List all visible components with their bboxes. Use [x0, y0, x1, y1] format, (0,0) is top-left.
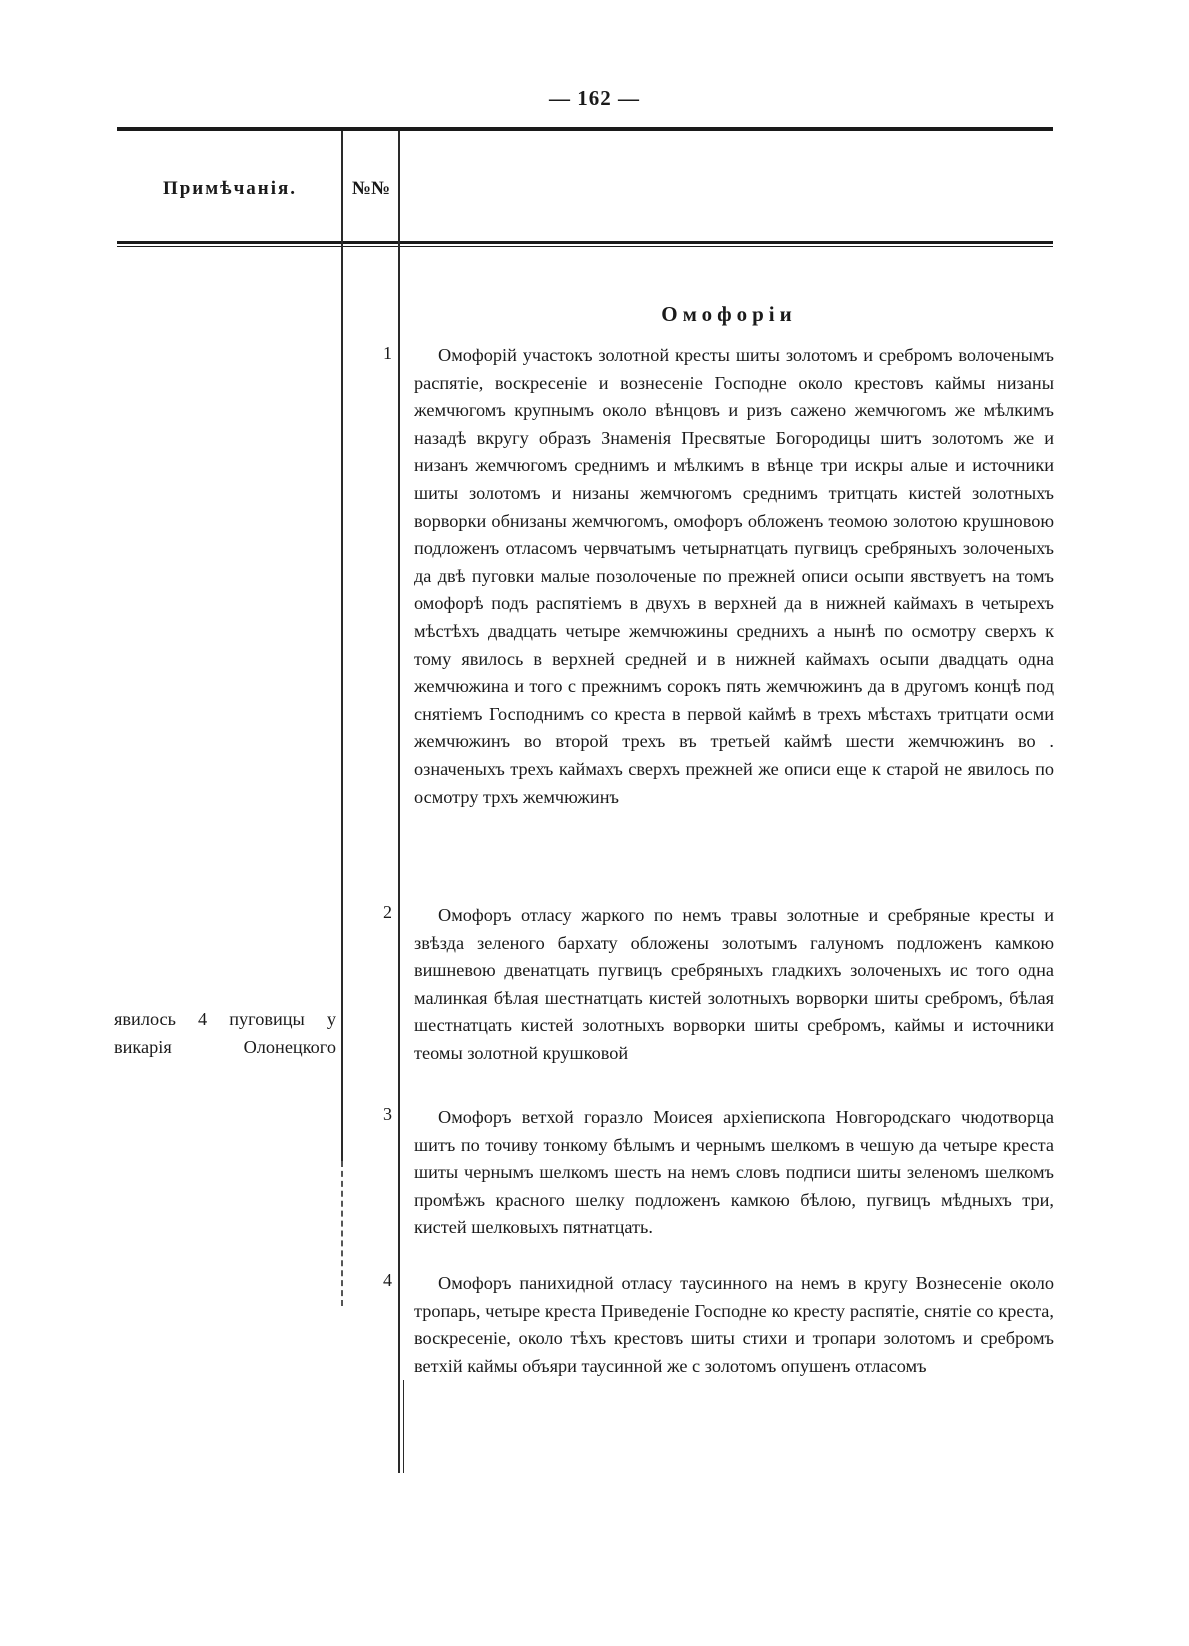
section-title: Омофоріи [661, 302, 797, 326]
header-notes-label: Примѣчанія. [162, 178, 298, 199]
column-divider-numbers [398, 131, 400, 1473]
margin-note-entry-2 [114, 1006, 336, 1061]
entry-text-1: Омофорій участокъ золотной кресты шиты золотомъ и сребромъ волоченымъ распятіе, воскресеніе и вознесеніе Господне около крестовъ каймы низаны жемчюгомъ крупнымъ около вѣнцовъ и ризъ сажено жемчюгомъ же мѣлкимъ назадѣ вкругу образъ Знаменія Пресвятые Богородицы шитъ золотомъ же и низанъ жемчюгомъ среднимъ и мѣлкимъ в вѣнце три искры алые и источники шиты золотомъ и низаны жемчюгомъ среднимъ тритцать кистей золотныхъ ворворки обнизаны жемчюгомъ, омофоръ обложенъ теомою золотою крушновою подложенъ отласомъ червчатымъ четырнатцать пугвицъ сребряныхъ золоченыхъ да двѣ пуговки малые позолоченые по прежней описи осыпи явствуетъ на томъ омофорѣ подъ распятіемъ в двухъ в верхней да в нижней каймахъ в четырехъ мѣстѣхъ двадцать четыре жемчюжины среднихъ а нынѣ по осмотру сверхъ к тому явилось в верхней средней и в нижней каймахъ осыпи двадцать одна жемчюжина и того с прежнимъ сорокъ пять жемчюжинъ да в другомъ концѣ под снятіемъ Господнимъ со креста в первой каймѣ в трехъ мѣстахъ тритцати осми жемчюжинъ во второй трехъ въ третьей каймѣ шести жемчюжинъ во . означеныхъ трехъ каймахъ сверхъ прежней же описи еще к старой не явилось по осмотру трхъ жемчюжинъ [414, 345, 1054, 807]
entry-number-2: 2 [383, 902, 392, 922]
column-divider-notes [341, 131, 343, 1161]
column-divider-numbers-secondary [403, 1380, 404, 1473]
page-number: — 162 — [549, 86, 640, 110]
header-rule-thin [117, 246, 1053, 247]
header-rule [117, 241, 1053, 244]
entry-number-1: 1 [383, 343, 392, 363]
entry-text-2: Омофоръ отласу жаркого по немъ травы золотные и сребряные кресты и звѣзда зеленого бархату обложены золотымъ галуномъ подложенъ камкою вишневою двенатцать пугвицъ сребряныхъ гладкихъ золоченыхъ ис того одна малинкая бѣлая шестнатцать кистей золотныхъ ворворки шиты сребромъ, бѣлая шестнатцать кистей золотныхъ ворворки шиты сребромъ, каймы и источники теомы золотной крушковой [414, 905, 1054, 1063]
entry-number-4: 4 [383, 1270, 392, 1290]
entry-text-3: Омофоръ ветхой горазло Моисея архіепископа Новгородскаго чюдотворца шитъ по точиву тонкому бѣлымъ и чернымъ шелкомъ в чешую да четыре креста шиты чернымъ шелкомъ шесть на немъ словъ подписи шиты зеленомъ шелкомъ промѣжъ красного шелку подложенъ камкою бѣлою, пугвицъ мѣдныхъ три, кистей шелковыхъ пятнатцать. [414, 1107, 1054, 1238]
top-rule [117, 127, 1053, 131]
margin-note-line: викарія Олонецкого [114, 1036, 336, 1057]
column-divider-notes-dashed [341, 1161, 343, 1306]
entry-number-3: 3 [383, 1104, 392, 1124]
margin-note-line: явилось 4 пуговицы у [114, 1009, 336, 1029]
entry-text-4: Омофоръ панихидной отласу таусинного на немъ в кругу Вознесеніе около тропарь, четыре креста Приведеніе Господне ко кресту распятіе, снятіе со креста, воскресеніе, около тѣхъ крестовъ шиты стихи и тропари золотомъ и сребромъ ветхій каймы объяри таусинной же с золотомъ опушенъ отласомъ [414, 1273, 1054, 1376]
header-number-label: №№ [351, 178, 391, 199]
